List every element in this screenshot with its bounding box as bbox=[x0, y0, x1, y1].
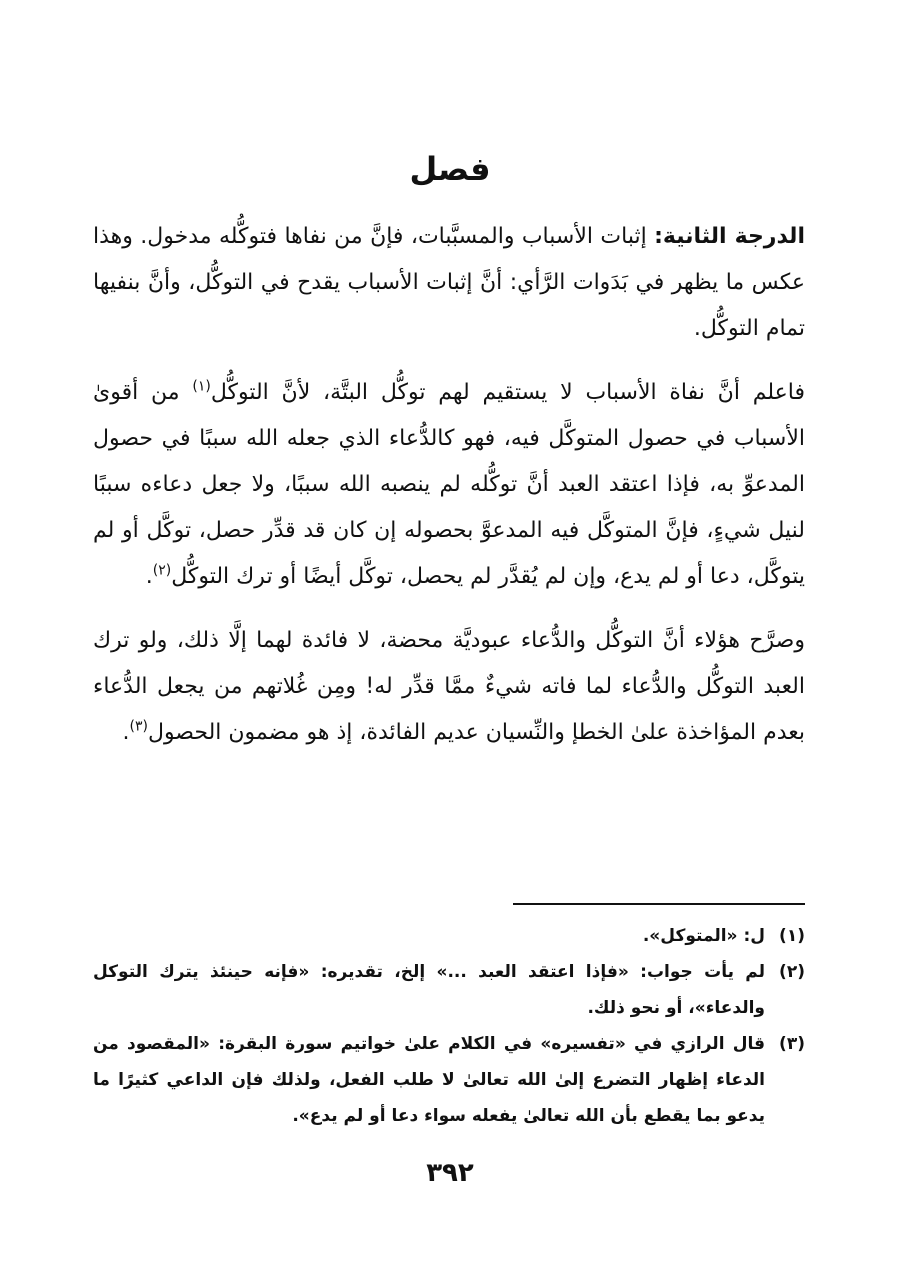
paragraph-2-text-middle: من أقوىٰ الأسباب في حصول المتوكَّل فيه، فهو كالدُّعاء الذي جعله الله سببًا في حصول المدعوِّ به، فإذا اعتقد العبد أنَّ توكُّله لم ينصبه الله سببًا، ولا جعل دعاءه سببًا لنيل شيءٍ، فإنَّ المتوكَّل فيه المدعوَّ بحصوله إن كان قد قدِّر حصل، توكَّل أو لم يتوكَّل، دعا أو لم يدع، وإن لم يُقدَّر لم يحصل، توكَّل أيضًا أو ترك التوكُّل bbox=[93, 380, 805, 589]
footnote-ref-1: (١) bbox=[192, 378, 211, 395]
paragraph-1-text: إثبات الأسباب والمسبَّبات، فإنَّ من نفاها فتوكُّله مدخول. وهذا عكس ما يظهر في بَدَوات الرَّأي: أنَّ إثبات الأسباب يقدح في التوكُّل، وأنَّ بنفيها تمام التوكُّل. bbox=[93, 224, 805, 341]
footnote-2 bbox=[93, 954, 805, 1026]
paragraph-3-text: وصرَّح هؤلاء أنَّ التوكُّل والدُّعاء عبوديَّة محضة، لا فائدة لهما إلَّا ذلك، ولو ترك العبد التوكُّل والدُّعاء لما فاته شيءٌ ممَّا قدِّر له! ومِن غُلاتهم من يجعل الدُّعاء بعدم المؤاخذة علىٰ الخطإ والنِّسيان عديم الفائدة، إذ هو مضمون الحصول bbox=[93, 628, 805, 745]
paragraph-1 bbox=[93, 214, 805, 352]
page-number: ٣٩٢ bbox=[426, 1158, 474, 1188]
paragraph-2 bbox=[93, 370, 805, 600]
main-text bbox=[93, 214, 805, 774]
paragraph-2-text-end: . bbox=[145, 564, 153, 589]
footnotes bbox=[93, 918, 805, 1134]
footnote-1 bbox=[93, 918, 805, 954]
paragraph-1-lead: الدرجة الثانية: bbox=[654, 224, 805, 249]
footnote-text: ل: «المتوكل». bbox=[642, 926, 765, 946]
footnote-number: (١) bbox=[779, 926, 805, 946]
footnote-number: (٣) bbox=[779, 1034, 805, 1054]
footnote-text: قال الرازي في «تفسيره» في الكلام علىٰ خواتيم سورة البقرة: «المقصود من الدعاء إظهار التضرع إلىٰ الله تعالىٰ لا طلب الفعل، ولذلك فإن الداعي كثيرًا ما يدعو بما يقطع بأن الله تعالىٰ يفعله سواء دعا أو لم يدع». bbox=[93, 1034, 765, 1126]
footnote-3 bbox=[93, 1026, 805, 1134]
paragraph-2-text-start: فاعلم أنَّ نفاة الأسباب لا يستقيم لهم توكُّل البتَّة، لأنَّ التوكُّل bbox=[210, 380, 806, 405]
paragraph-3 bbox=[93, 618, 805, 756]
footnote-ref-2: (٢) bbox=[152, 562, 172, 579]
footnote-number: (٢) bbox=[779, 962, 805, 982]
paragraph-3-text-end: . bbox=[122, 720, 130, 745]
chapter-title: فصل bbox=[409, 150, 491, 188]
footnote-divider bbox=[513, 903, 805, 905]
footnote-ref-3: (٣) bbox=[129, 718, 148, 735]
footnote-text: لم يأت جواب: «فإذا اعتقد العبد ...» إلخ، تقديره: «فإنه حينئذ يترك التوكل والدعاء»، أو نحو ذلك. bbox=[93, 962, 765, 1018]
